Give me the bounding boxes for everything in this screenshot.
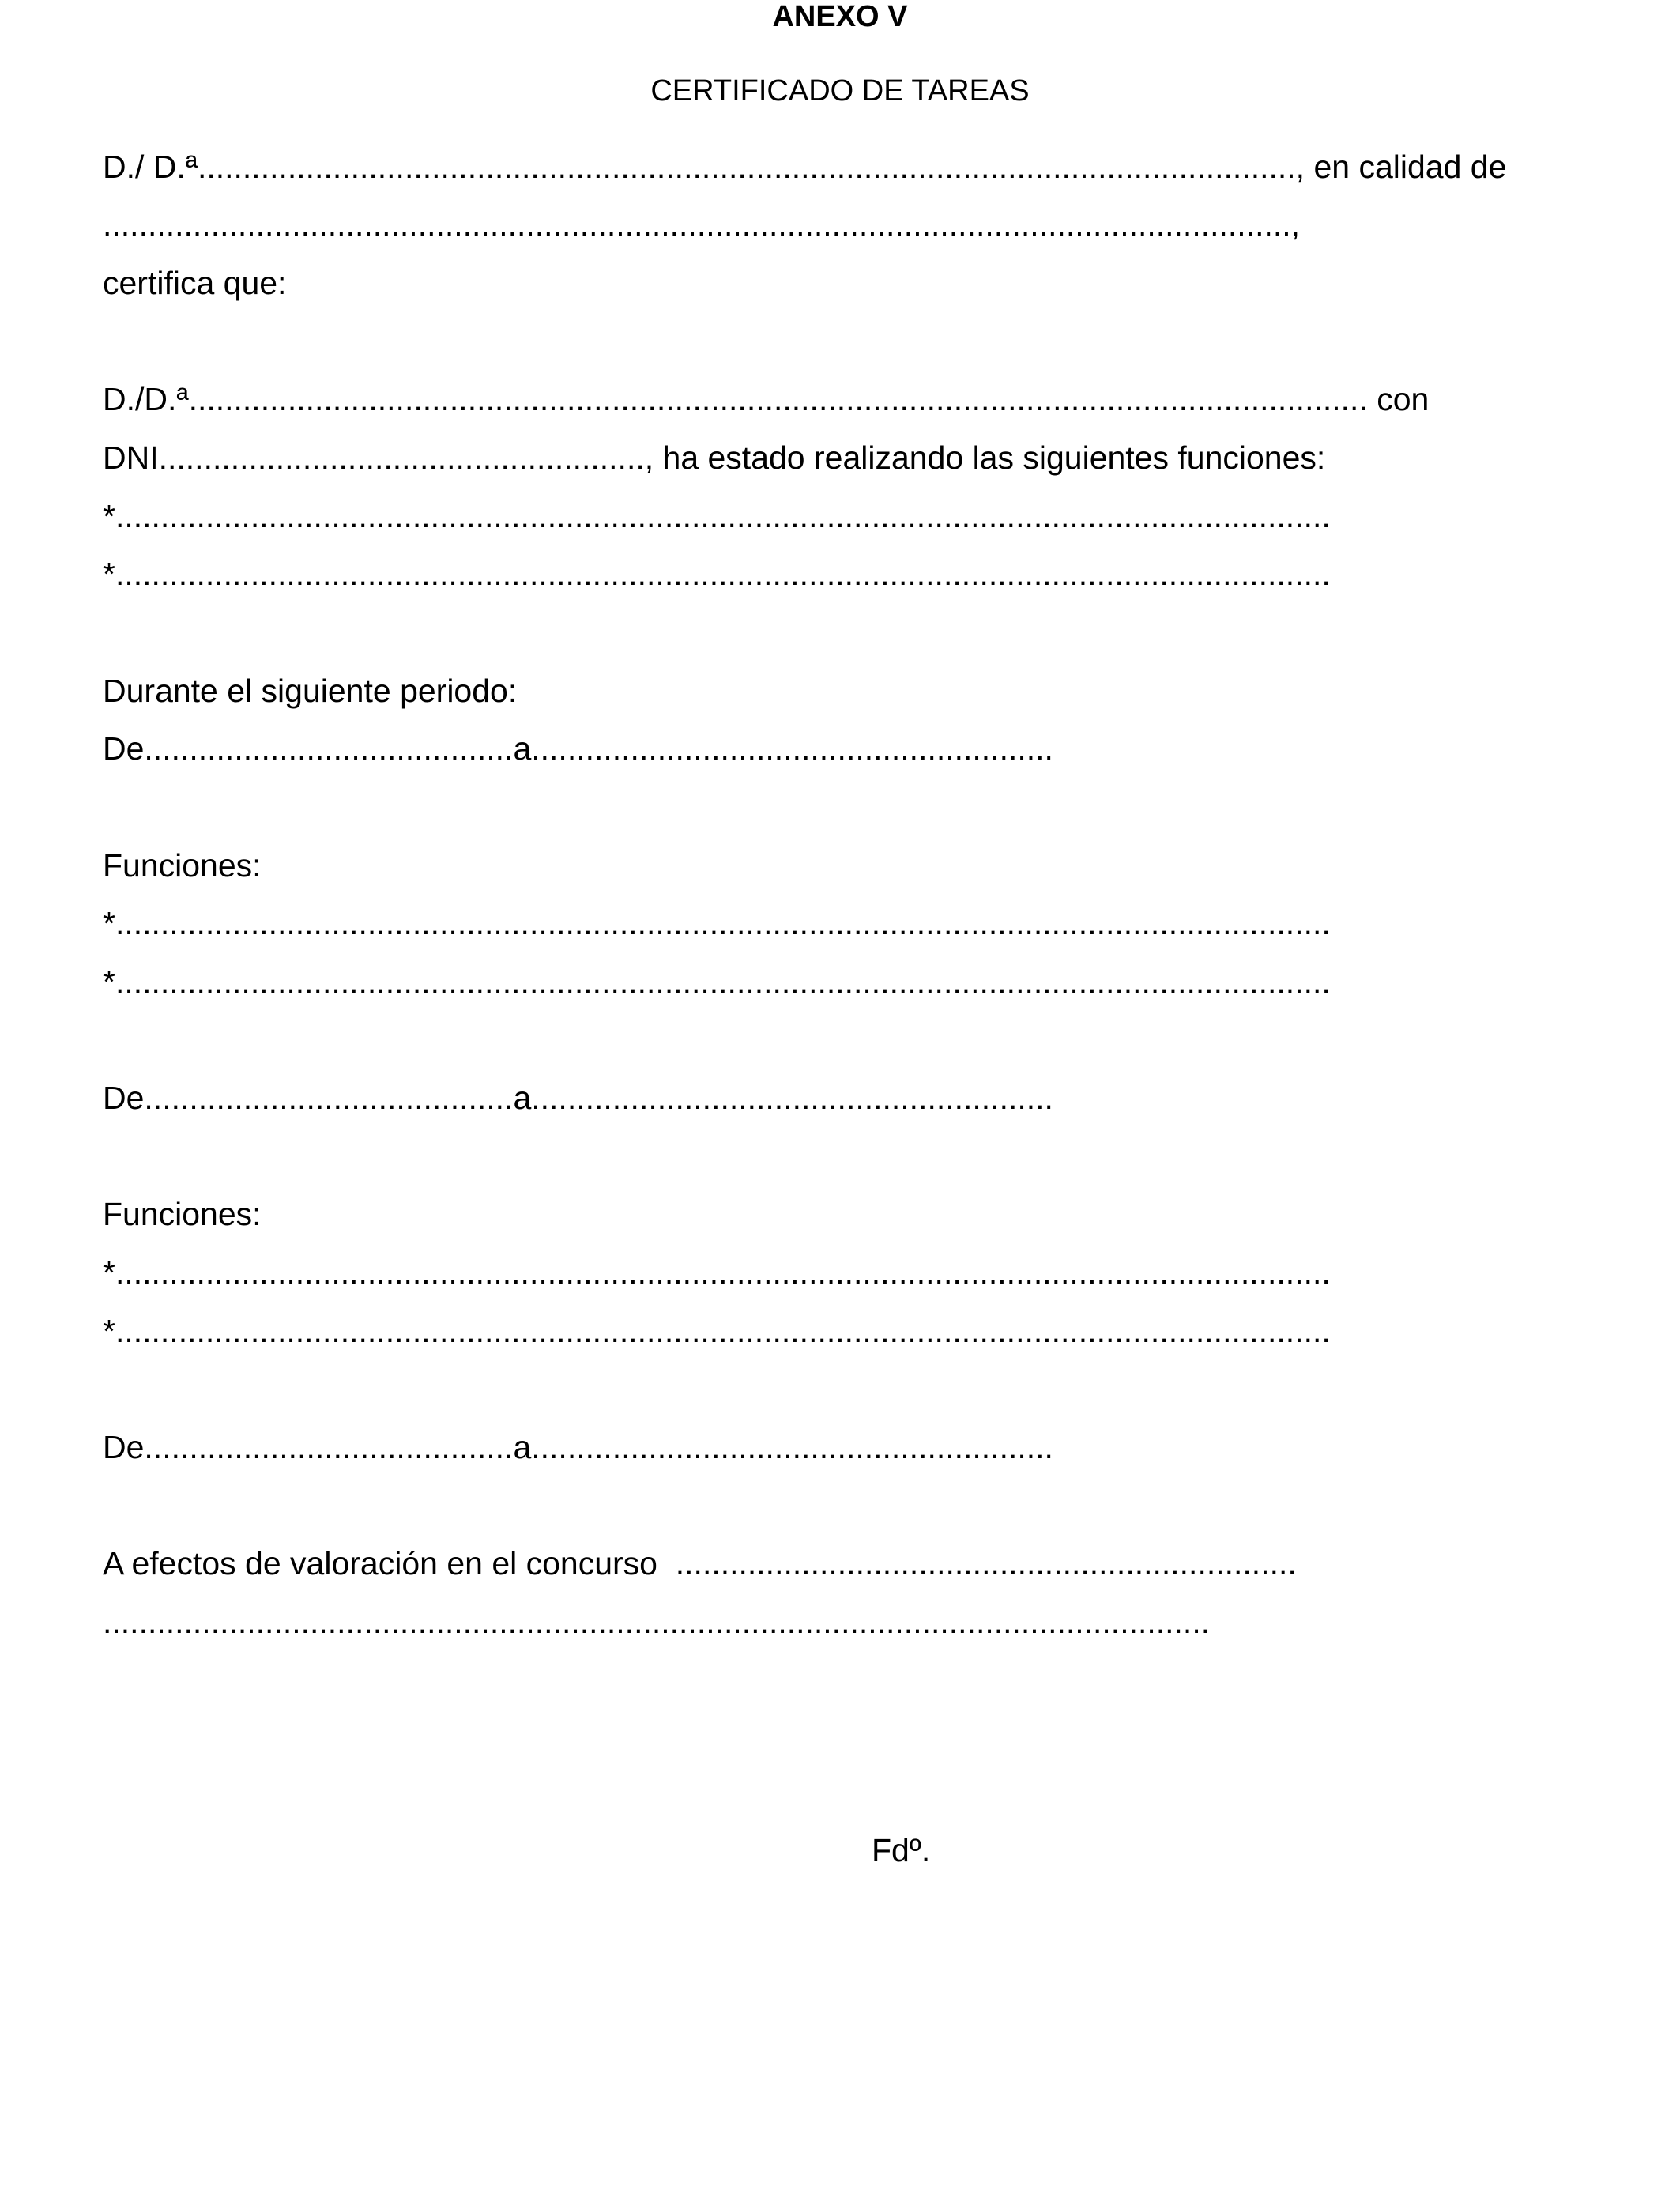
function-item: *....................................................................................................................................... <box>103 963 1331 1000</box>
certifies-label: certifica que: <box>103 265 287 301</box>
period-line: De.........................................a.......................................................... <box>103 730 1053 767</box>
function-item: *....................................................................................................................................... <box>103 556 1331 592</box>
functions-label: Funciones: <box>103 1196 262 1232</box>
period-line: De.........................................a.......................................................... <box>103 1429 1053 1465</box>
period-line: De.........................................a.......................................................... <box>103 1080 1053 1116</box>
period-intro: Durante el siguiente periodo: <box>103 673 518 709</box>
dni-line: DNI......................................................, ha estado realizando las siguientes funciones: <box>103 439 1326 476</box>
position-line: ...................................................................................................................................., <box>103 206 1301 243</box>
annex-title: ANEXO V <box>772 0 908 33</box>
certifier-line: D./ D.ª.........................................................................................................................., en calidad de <box>103 149 1507 185</box>
purpose-continuation: ........................................................................................................................... <box>103 1604 1211 1640</box>
function-item: *....................................................................................................................................... <box>103 498 1331 534</box>
signature-label: Fdº. <box>872 1832 931 1868</box>
function-item: *....................................................................................................................................... <box>103 1313 1331 1349</box>
employee-line: D./D.ª................................................................................................................................... con <box>103 381 1430 417</box>
function-item: *....................................................................................................................................... <box>103 1254 1331 1291</box>
functions-label: Funciones: <box>103 847 262 884</box>
purpose-line: A efectos de valoración en el concurso ..................................................................... <box>103 1545 1297 1581</box>
function-item: *....................................................................................................................................... <box>103 905 1331 941</box>
certificate-subtitle: CERTIFICADO DE TAREAS <box>650 74 1030 107</box>
